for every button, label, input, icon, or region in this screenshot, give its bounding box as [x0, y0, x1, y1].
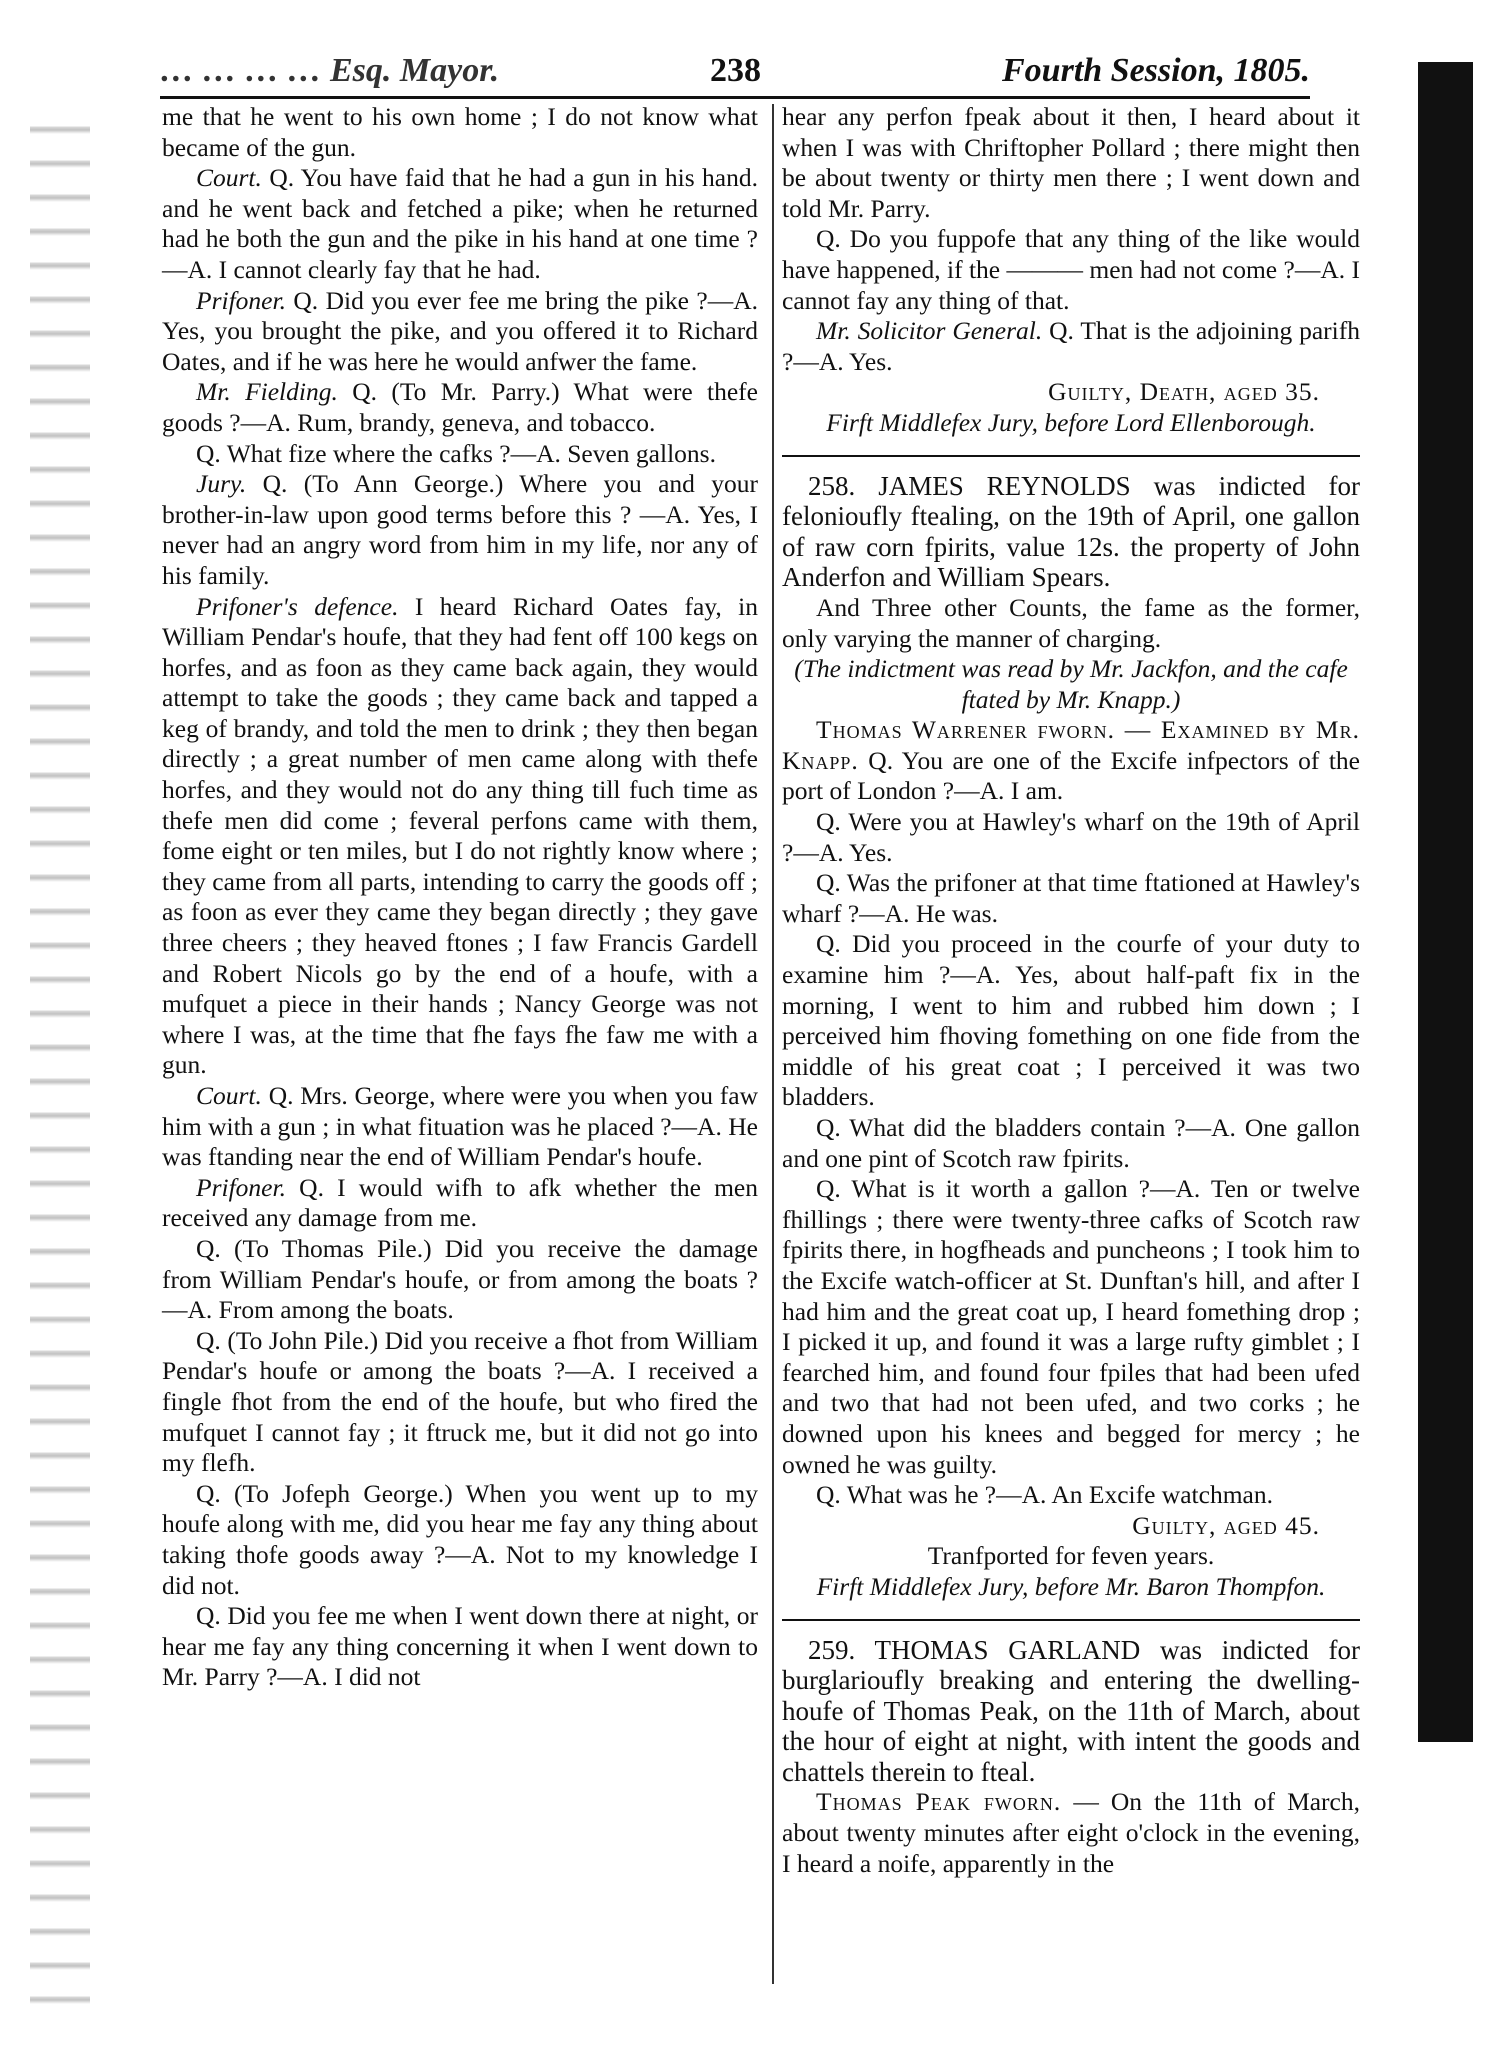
indictment-note: (The indictment was read by Mr. Jackfon, and the cafe ftated by Mr. Knapp.) — [794, 654, 1348, 714]
paragraph: Q. What is it worth a gallon ?—A. Ten or twelve fhillings ; there were twenty-three cafks of Scotch raw fpirits there, in hogfheads and puncheons ; I took him to the Excife watch-officer at St. Dunftan's hill, and after I had him and the great coat up, I heard fomething drop ; I picked it up, and found it was a large rufty gimblet ; I fearched him, and found four fpiles that had been ufed and two that had not been ufed, and two corks ; he downed upon his knees and begged for mercy ; he owned he was guilty. — [782, 1174, 1360, 1479]
page-number: 238 — [710, 52, 761, 89]
scan-left-edge — [30, 100, 90, 2030]
paragraph: Q. Was the prifoner at that time ftationed at Hawley's wharf ?—A. He was. — [782, 868, 1360, 928]
paragraph: Prifoner. Q. I would wifh to afk whether the men received any damage from me. — [162, 1172, 758, 1233]
header-mayor: … … … … Esq. Mayor. — [160, 52, 500, 89]
paragraph: Q. What did the bladders contain ?—A. One gallon and one pint of Scotch raw fpirits. — [782, 1113, 1360, 1173]
verdict: Guilty, aged 45. — [1132, 1510, 1320, 1540]
jury-note: Firft Middlefex Jury, before Lord Ellenborough. — [826, 407, 1316, 437]
paragraph: Q. (To Jofeph George.) When you went up to my houfe along with me, did you hear me fay any thing about taking thofe goods away ?—A. Not to my knowledge I did not. — [162, 1478, 758, 1600]
paragraph: Q. Did you fee me when I went down there at night, or hear me fay any thing concerning it when I went down to Mr. Parry ?—A. I did not — [162, 1601, 758, 1692]
paragraph: Thomas Warrener fworn. — Examined by Mr. Knapp. Q. You are one of the Excife infpectors of the port of London ?—A. I am. — [782, 715, 1361, 806]
header-rule — [160, 96, 1310, 99]
paragraph: And Three other Counts, the fame as the former, only varying the manner of charging. — [782, 592, 1360, 653]
paragraph: Q. Do you fuppofe that any thing of the like would have happened, if the ——— men had not come ?—A. I cannot fay any thing of that. — [782, 224, 1360, 315]
paragraph: Q. What fize where the cafks ?—A. Seven gallons. — [196, 438, 716, 468]
jury-note: Firft Middlefex Jury, before Mr. Baron Thompfon. — [816, 1571, 1326, 1601]
verdict: Guilty, Death, aged 35. — [1048, 377, 1320, 407]
paragraph: Q. (To John Pile.) Did you receive a fhot from William Pendar's houfe or among the boats ?—A. I received a fingle fhot from the end of the houfe, but who fired the mufquet I cannot fay ; it ftruck me, but it did not go into my flefh. — [162, 1325, 758, 1478]
sentence: Tranfported for feven years. — [927, 1541, 1215, 1571]
header-session: Fourth Session, 1805. — [1002, 52, 1310, 89]
scan-right-edge — [1418, 62, 1473, 1742]
paragraph: Mr. Fielding. Q. (To Mr. Parry.) What were thefe goods ?—A. Rum, brandy, geneva, and tobacco. — [162, 377, 758, 437]
paragraph: Q. What was he ?—A. An Excife watchman. — [816, 1480, 1273, 1510]
paragraph: Prifoner. Q. Did you ever fee me bring the pike ?—A. Yes, you brought the pike, and you offered it to Richard Oates, and if he was here he would anfwer the fame. — [162, 285, 759, 376]
case-divider — [782, 1619, 1360, 1621]
case-intro: 259. THOMAS GARLAND was indicted for burglarioufly breaking and entering the dwelling-houfe of Thomas Peak, on the 11th of March, about the hour of eight at night, with intent the goods and chattels therein to fteal. — [782, 1634, 1360, 1787]
paragraph: Thomas Peak fworn. — On the 11th of March, about twenty minutes after eight o'clock in the evening, I heard a noife, apparently in the — [782, 1787, 1360, 1878]
paragraph: Q. (To Thomas Pile.) Did you receive the damage from William Pendar's houfe, or from among the boats ?—A. From among the boats. — [162, 1233, 758, 1325]
paragraph: Q. Were you at Hawley's wharf on the 19th of April ?—A. Yes. — [782, 807, 1360, 867]
paragraph: Jury. Q. (To Ann George.) Where you and your brother-in-law upon good terms before this ? —A. Yes, I never had an angry word from him in my life, nor any of his family. — [162, 469, 758, 590]
paragraph: me that he went to his own home ; I do not know what became of the gun. — [162, 102, 758, 162]
page-header — [160, 52, 1310, 98]
paragraph: Mr. Solicitor General. Q. That is the adjoining parifh ?—A. Yes. — [782, 316, 1360, 376]
paragraph: Q. Did you proceed in the courfe of your duty to examine him ?—A. Yes, about half-paft fix in the morning, I went to him and rubbed him down ; I perceived him fhoving fomething on one fide from the middle of his great coat ; I perceived it was two bladders. — [782, 929, 1360, 1112]
paragraph: Court. Q. You have faid that he had a gun in his hand. and he went back and fetched a pike; when he returned had he both the gun and the pike in his hand at one time ?—A. I cannot clearly fay that he had. — [162, 163, 758, 284]
paragraph: Court. Q. Mrs. George, where were you when you faw him with a gun ; in what fituation was he placed ?—A. He was ftanding near the end of William Pendar's houfe. — [162, 1081, 759, 1172]
right-column — [782, 102, 1360, 1879]
paragraph: Prifoner's defence. I heard Richard Oates fay, in William Pendar's houfe, that they had fent off 100 kegs on horfes, and as foon as they came back again, they would attempt to take the goods ; they came back and tapped a keg of brandy, and told the men to drink ; they then began directly ; a great number of men came along with thefe horfes, and they would not do any thing till fuch time as thefe men did come ; feveral perfons came with them, fome eight or ten miles, but I do not rightly know where ; they came from all parts, intending to carry the goods off ; as foon as ever they came they began directly ; they gave three cheers ; they heaved ftones ; I faw Francis Gardell and Robert Nicols go by the end of a houfe, with a mufquet a piece in their hands ; Nancy George was not where I was, at the time that fhe fays fhe faw me with a gun. — [162, 591, 758, 1080]
case-intro: 258. JAMES REYNOLDS was indicted for felonioufly ftealing, on the 19th of April, one gallon of raw corn fpirits, value 12s. the property of John Anderfon and William Spears. — [782, 470, 1360, 593]
case-divider — [782, 455, 1360, 457]
column-rule — [772, 104, 774, 1984]
paragraph: hear any perfon fpeak about it then, I heard about it when I was with Chriftopher Pollard ; there might then be about twenty or thirty men there ; I went down and told Mr. Parry. — [782, 102, 1360, 223]
left-column — [162, 102, 758, 1693]
